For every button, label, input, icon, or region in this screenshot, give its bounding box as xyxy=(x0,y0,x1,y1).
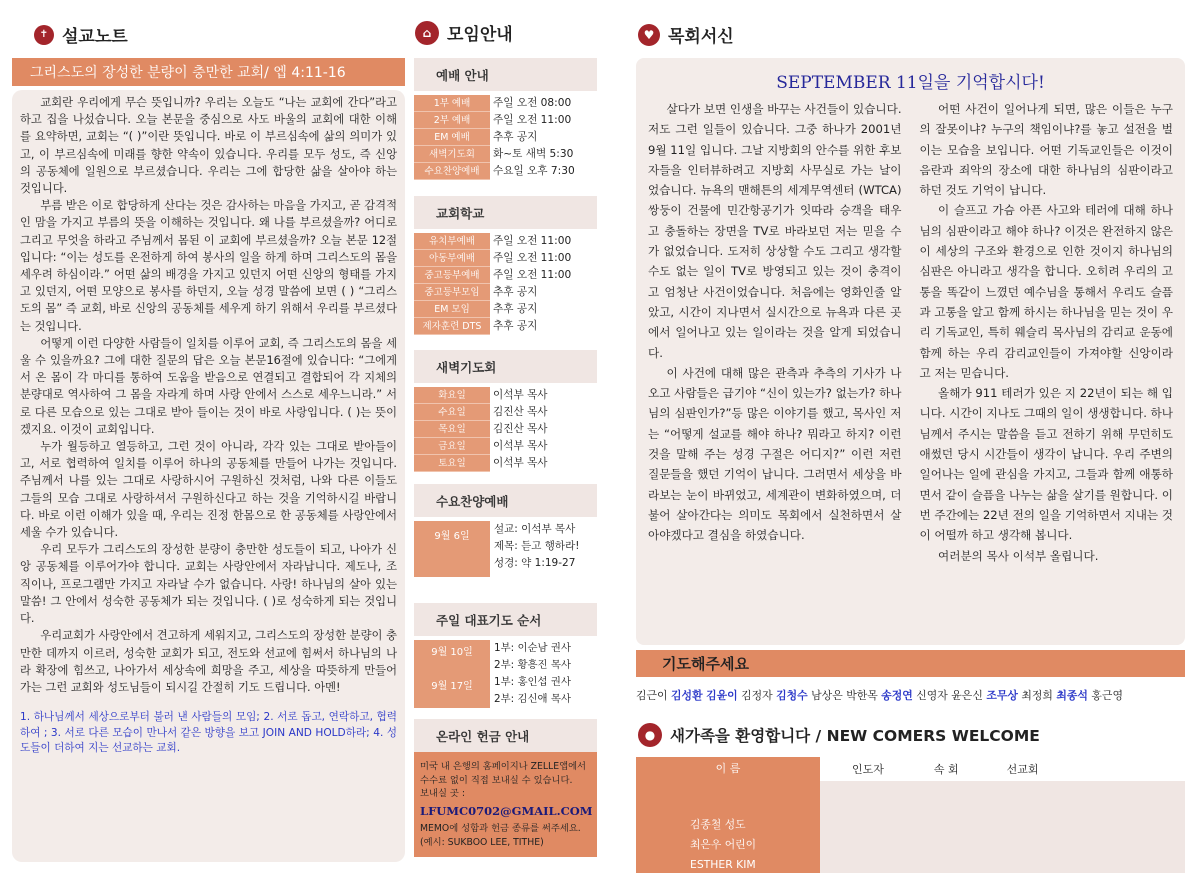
worship-row-label: EM 예배 xyxy=(414,129,490,146)
dawn-row-value: 이석부 목사 xyxy=(490,387,597,404)
worship-row-value: 수요일 오후 7:30 xyxy=(490,163,597,180)
prayer-names-list xyxy=(636,687,1196,703)
letter-right-column xyxy=(920,99,1174,566)
worship-row-value: 주일 오전 08:00 xyxy=(490,95,597,112)
prayer-name: 김정자 xyxy=(741,689,773,702)
sermon-paragraph: 우리교회가 사랑안에서 견고하게 세워지고, 그리스도의 장성한 분량이 충만한 데까지 이르러, 성숙한 교회가 되고, 전도와 선교에 힘써서 하나님의 나라 확장에 힘쓰고, 나아가서 세상속에 희망을 주고, 세상을 따뜻하게 만들어 가는 그런 교회와 성도님들이 되시길 간절히 기도 드립니다. 아멘! xyxy=(20,629,397,694)
worship-row-label: 1부 예배 xyxy=(414,95,490,112)
header-mission: 선교회 xyxy=(1006,763,1039,776)
school-row-value: 추후 공지 xyxy=(490,301,597,318)
prayer-name: 최정희 xyxy=(1021,689,1053,702)
newcomers-table xyxy=(636,757,1185,873)
sermon-paragraph: 교회란 우리에게 무슨 뜻입니까? 우리는 오늘도 “나는 교회에 간다”라고 하고 집을 나섰습니다. 오늘 본문을 중심으로 사도 바울의 교회에 대한 이해를 요약하면, 교회는 “( )”이란 뜻입니다. 바로 이 부르심속에 삶의 의미가 있고, 이 부르심속에 미래를 향한 약속이 있습니다. 우리를 모두 성도, 즉 신앙의 공동체에 일원으로 부르셨습니다. 우리는 그에 합당한 삶을 살아야 하는 것입니다. xyxy=(20,96,397,196)
prayer-order-schedule xyxy=(414,640,597,708)
worship-row-value: 추후 공지 xyxy=(490,129,597,146)
school-row-label: 중고등부모임 xyxy=(414,284,490,301)
prayer-order-first: 1부: 이순남 권사 xyxy=(494,642,571,654)
worship-row-label: 2부 예배 xyxy=(414,112,490,129)
prayer-name: 김근이 xyxy=(636,689,668,702)
header-name: 이 름 xyxy=(636,757,820,781)
meetings-section-title xyxy=(415,20,513,45)
school-row-value: 주일 오전 11:00 xyxy=(490,250,597,267)
worship-row-value: 화~토 새벽 5:30 xyxy=(490,146,597,163)
prayer-name: 신영자 xyxy=(916,689,948,702)
newcomers-title-text: 새가족을 환영합니다 / NEW COMERS WELCOME xyxy=(670,727,1040,745)
prayer-name: 송정연 xyxy=(881,689,913,702)
heart-icon: ♥ xyxy=(638,24,660,46)
newcomer-name: 김종철 성도 xyxy=(690,818,746,831)
letter-box xyxy=(636,58,1185,645)
prayer-name: 홍근영 xyxy=(1091,689,1123,702)
dawn-row-value: 김진산 목사 xyxy=(490,404,597,421)
wednesday-heading: 수요찬양예배 xyxy=(414,484,597,517)
sermon-section-title xyxy=(34,22,128,47)
prayer-name: 김성환 xyxy=(671,689,703,702)
wednesday-scripture: 성경: 약 1:19-27 xyxy=(494,557,576,569)
dawn-row-value: 이석부 목사 xyxy=(490,455,597,472)
header-guide: 인도자 xyxy=(852,763,884,776)
dawn-block xyxy=(414,350,597,472)
prayer-order-heading: 주일 대표기도 순서 xyxy=(414,603,597,636)
letter-section-title xyxy=(638,22,734,47)
wednesday-details xyxy=(414,521,597,577)
newcomers-table-header xyxy=(636,757,1185,781)
sermon-paragraph: 우리 모두가 그리스도의 장성한 분량이 충만한 성도들이 되고, 나아가 신앙 공동체를 이루어가야 합니다. 교회는 사랑안에서 자라납니다. 제도나, 조직이나, 프로그램만 가지고 자라날 수가 없습니다. 사랑! 하나님의 살아 있는 말씀! 그 안에서 성숙한 공동체가 되는 것입니다. ( )로 성숙하게 되는 것입니다. xyxy=(20,543,397,626)
prayer-name: 김윤이 xyxy=(706,689,738,702)
worship-row-label: 새벽기도회 xyxy=(414,146,490,163)
sermon-answer-note: 1. 하나님께서 세상으로부터 불러 낸 사람들의 모임; 2. 서로 돕고, 연락하고, 협력하여 ; 3. 서로 다른 모습이 만나서 같은 방향을 보고 JOIN AND HOLD하라; 4. 성도들이 더하여 지는 선교하는 교회. xyxy=(20,711,397,755)
school-heading: 교회학교 xyxy=(414,196,597,229)
letter-paragraph: 이 슬프고 가슴 아픈 사고와 테러에 대해 하나님의 심판이라고 해야 하나? 이것은 완전하지 않은 이 세상의 구조와 환경으로 인한 것이지 하나님의 심판은 아니라고 생각을 합니다. 오히려 우리의 고통을 똑같이 느꼈던 예수님을 통해서 우리도 슬픔과 고통을 알고 함께 하시는 하나님을 믿는 것이 우리 기독교인, 특히 웨슬리 목사님의 감리교 운동에 함께 하는 우리 감리교인들이 가져야할 신앙이라고 저는 믿습니다. xyxy=(919,203,1173,380)
prayer-order-date: 9월 17일 xyxy=(414,674,490,708)
offering-memo: MEMO에 성함과 헌금 종류를 써주세요. xyxy=(420,823,581,834)
dawn-row-value: 이석부 목사 xyxy=(490,438,597,455)
prayer-order-date: 9월 10일 xyxy=(414,640,490,674)
dawn-schedule xyxy=(414,387,597,472)
prayer-order-second: 2부: 김신애 목사 xyxy=(494,693,571,705)
offering-email[interactable]: LFUMC0702@GMAIL.COM xyxy=(420,803,593,818)
prayer-order-first: 1부: 홍인섭 권사 xyxy=(494,676,571,688)
school-schedule xyxy=(414,233,597,335)
header-cell-group: 속 회 xyxy=(933,763,959,776)
prayer-name: 윤은신 xyxy=(951,689,983,702)
prayer-order-second: 2부: 황흥진 목사 xyxy=(494,659,571,671)
letter-paragraph: 어떤 사건이 일어나게 되면, 많은 이들은 누구의 잘못이냐? 누구의 책임이냐?를 놓고 설전을 벌이는 모습을 보입니다. 어떤 기독교인들은 이것이 음란과 죄악의 장소에 대한 하나님의 심판이라고 하던 것도 기억이 납니다. xyxy=(919,102,1173,198)
wednesday-preacher: 설교: 이석부 목사 xyxy=(494,523,576,535)
school-row-label: 제자훈련 DTS xyxy=(414,318,490,335)
church-building-icon: ⌂ xyxy=(415,21,439,45)
dawn-heading: 새벽기도회 xyxy=(414,350,597,383)
dawn-row-label: 화요일 xyxy=(414,387,490,404)
dawn-row-label: 금요일 xyxy=(414,438,490,455)
letter-signature: 여러분의 목사 이석부 올립니다. xyxy=(938,548,1099,563)
letter-left-column xyxy=(648,99,902,566)
worship-heading: 예배 안내 xyxy=(414,58,597,91)
letter-paragraph: 올해가 911 테러가 있은 지 22년이 되는 해 입니다. 시간이 지나도 그때의 일이 생생합니다. 하나님께서 주시는 말씀을 듣고 전하기 위해 무던히도 애썼던 당시 시간들이 생각이 납니다. 우리 주변의 일어나는 일에 관심을 가지고, 그들과 함께 애통하면서 같이 슬픔을 나누는 삶을 살기를 원합니다. 이번 주간에는 22년 전의 일을 기억하면서 지내는 것이 어떨까 하고 생각해 봅니다. xyxy=(919,386,1173,543)
dawn-row-label: 토요일 xyxy=(414,455,490,472)
dawn-row-value: 김진산 목사 xyxy=(490,421,597,438)
sermon-banner: 그리스도의 장성한 분량이 충만한 교회/ 엡 4:11-16 xyxy=(12,58,405,86)
offering-block xyxy=(414,719,597,857)
prayer-request-heading: 기도해주세요 xyxy=(636,650,1185,677)
school-row-label: EM 모임 xyxy=(414,301,490,318)
school-row-value: 주일 오전 11:00 xyxy=(490,267,597,284)
school-row-label: 아동부예배 xyxy=(414,250,490,267)
newcomer-name: 최은우 어린이 xyxy=(690,838,757,851)
sermon-body xyxy=(12,90,405,862)
worship-block xyxy=(414,58,597,180)
offering-details xyxy=(414,752,597,857)
church-logo-icon: ✝ xyxy=(34,25,54,45)
newcomers-section-title xyxy=(638,723,1040,747)
newcomer-details-area xyxy=(820,781,1185,873)
letter-paragraph: 이 사건에 대해 많은 관측과 추측의 기사가 나오고 사람들은 급기야 “신이 있는가? 없는가? 하나님의 심판인가?”등 많은 이야기를 했고, 목사인 저는 “어떻게 설교를 해야 하나? 뭐라고 하지? 이런 것을 말해 주는 성경 구절은 어디지?” 이런 저런 질문들을 했던 기억이 납니다. 그러면서 세상을 바라보는 눈이 바뀌었고, 세계관이 변화하였으며, 더불어 살아간다는 의미도 목회에서 실천하면서 살아야겠다고 결심을 하였습니다. xyxy=(648,365,902,543)
worship-row-label: 수요찬양예배 xyxy=(414,163,490,180)
worship-schedule xyxy=(414,95,597,180)
sermon-paragraph: 부름 받은 이로 합당하게 산다는 것은 감사하는 마음을 가지고, 곧 감격적인 맘을 가지고 부름의 뜻을 이해하는 것입니다. 왜 나를 부르셨을까? 어디로 그리고 무엇을 하라고 주님께서 몸된 이 교회에 부르셨을까? 오늘 본문 12절입니다: “이는 성도를 온전하게 하여 봉사의 일을 하게 하며 그리스도의 몸을 세우려 하심이라.” 어떤 삶의 배경을 가지고 있던지 어떤 신앙의 형태를 가지고 있던지, 어떤 모양으로 봉사를 하던지, 오늘 성경 말씀에 보면 ( ) “그리스도의 몸” 즉 교회, 바로 신앙의 공동체를 세우게 하기 위해서 우리를 부르셨다는 것입니다. xyxy=(20,199,397,333)
meetings-title-text: 모임안내 xyxy=(447,25,513,45)
newcomer-names xyxy=(636,781,820,873)
wednesday-date: 9월 6일 xyxy=(414,521,490,577)
prayer-name: 조무상 xyxy=(986,689,1018,702)
dawn-row-label: 수요일 xyxy=(414,404,490,421)
school-row-value: 추후 공지 xyxy=(490,318,597,335)
wednesday-block xyxy=(414,484,597,577)
offering-example: (예시: SUKBOO LEE, TITHE) xyxy=(420,836,544,848)
offering-destination-label: 보내실 곳 : xyxy=(420,788,465,799)
school-block xyxy=(414,196,597,335)
offering-text: 미국 내 은행의 홈페이지나 ZELLE앱에서 수수료 없이 직접 보내실 수 있습니다. xyxy=(420,761,587,786)
sermon-paragraph: 누가 월등하고 열등하고, 그런 것이 아니라, 각각 있는 그대로 받아들이고, 서로 협력하여 일치를 이루어 하나의 공동체를 만들어 나가는 것입니다. 주님께서 나를 있는 그대로 사랑하시어 구원하신 것처럼, 나와 다른 이들도 그들의 모습 그대로 사랑하셔서 구원하신다고 하는 것을 기억하시길 바랍니다. 바로 이런 이해가 있을 때, 우리는 진정 한몸으로 한 공동체를 사랑안에서 세울 수가 있습니다. xyxy=(20,440,397,540)
newcomers-table-body xyxy=(636,781,1185,873)
letter-headline: SEPTEMBER 11일을 기억합시다! xyxy=(776,73,1045,93)
prayer-name: 남상은 xyxy=(811,689,843,702)
school-row-label: 중고등부예배 xyxy=(414,267,490,284)
prayer-name: 김청수 xyxy=(776,689,808,702)
dawn-row-label: 목요일 xyxy=(414,421,490,438)
letter-paragraph: 살다가 보면 인생을 바꾸는 사건들이 있습니다. 저도 그런 일들이 있습니다. 그중 하나가 2001년 9월 11일 입니다. 그날 지방회의 안수를 위한 후보자들을 인터뷰하려고 지방회 사무실로 가는 날이었습니다. 뉴욕의 맨해튼의 세계무역센터 (WTCA) 쌍둥이 건물에 민간항공기가 잇따라 승객을 태우고 충돌하는 장면을 TV로 바라보던 저는 믿을 수가 없었습니다. 도저히 상상할 수도 그리고 생각할 수도 없는 일이 TV로 방영되고 있는 것이 충격이고 엄청난 사건이었습니다. 처음에는 영화인줄 알았고, 시간이 지나면서 실시간으로 뉴욕과 다른 곳에서 일어나고 있는 일이라는 것을 알게 되었습니다. xyxy=(648,102,902,360)
prayer-order-row xyxy=(414,674,597,708)
wednesday-subject: 제목: 듣고 행하라! xyxy=(494,540,580,552)
sermon-title-text: 설교노트 xyxy=(62,27,128,47)
school-row-label: 유치부예배 xyxy=(414,233,490,250)
letter-title-text: 목회서신 xyxy=(668,27,734,47)
school-row-value: 주일 오전 11:00 xyxy=(490,233,597,250)
offering-heading: 온라인 헌금 안내 xyxy=(414,719,597,752)
sermon-paragraph: 어떻게 이런 다양한 사람들이 일치를 이루어 교회, 즉 그리스도의 몸을 세울 수 있을까요? 그에 대한 질문의 답은 오늘 본문16절에 있습니다: “그에게서 온 몸이 각 마디를 통하여 도움을 받음으로 연결되고 결합되어 각 지체의 분량대로 역사하여 그 몸을 자라게 하며 사랑 안에서 스스로 세우느니라.” 서로 다른 모습으로 있는 그대로 받아 들이는 것이 바로 사랑입니다. ( )는 뜻이겠지요. 이것이 교회입니다. xyxy=(20,336,397,436)
school-row-value: 추후 공지 xyxy=(490,284,597,301)
prayer-order-block xyxy=(414,603,597,708)
worship-row-value: 주일 오전 11:00 xyxy=(490,112,597,129)
prayer-order-row xyxy=(414,640,597,674)
person-icon: ● xyxy=(638,723,662,747)
newcomer-name: ESTHER KIM xyxy=(690,858,756,871)
prayer-name: 박한목 xyxy=(846,689,878,702)
prayer-name: 최종석 xyxy=(1056,689,1088,702)
